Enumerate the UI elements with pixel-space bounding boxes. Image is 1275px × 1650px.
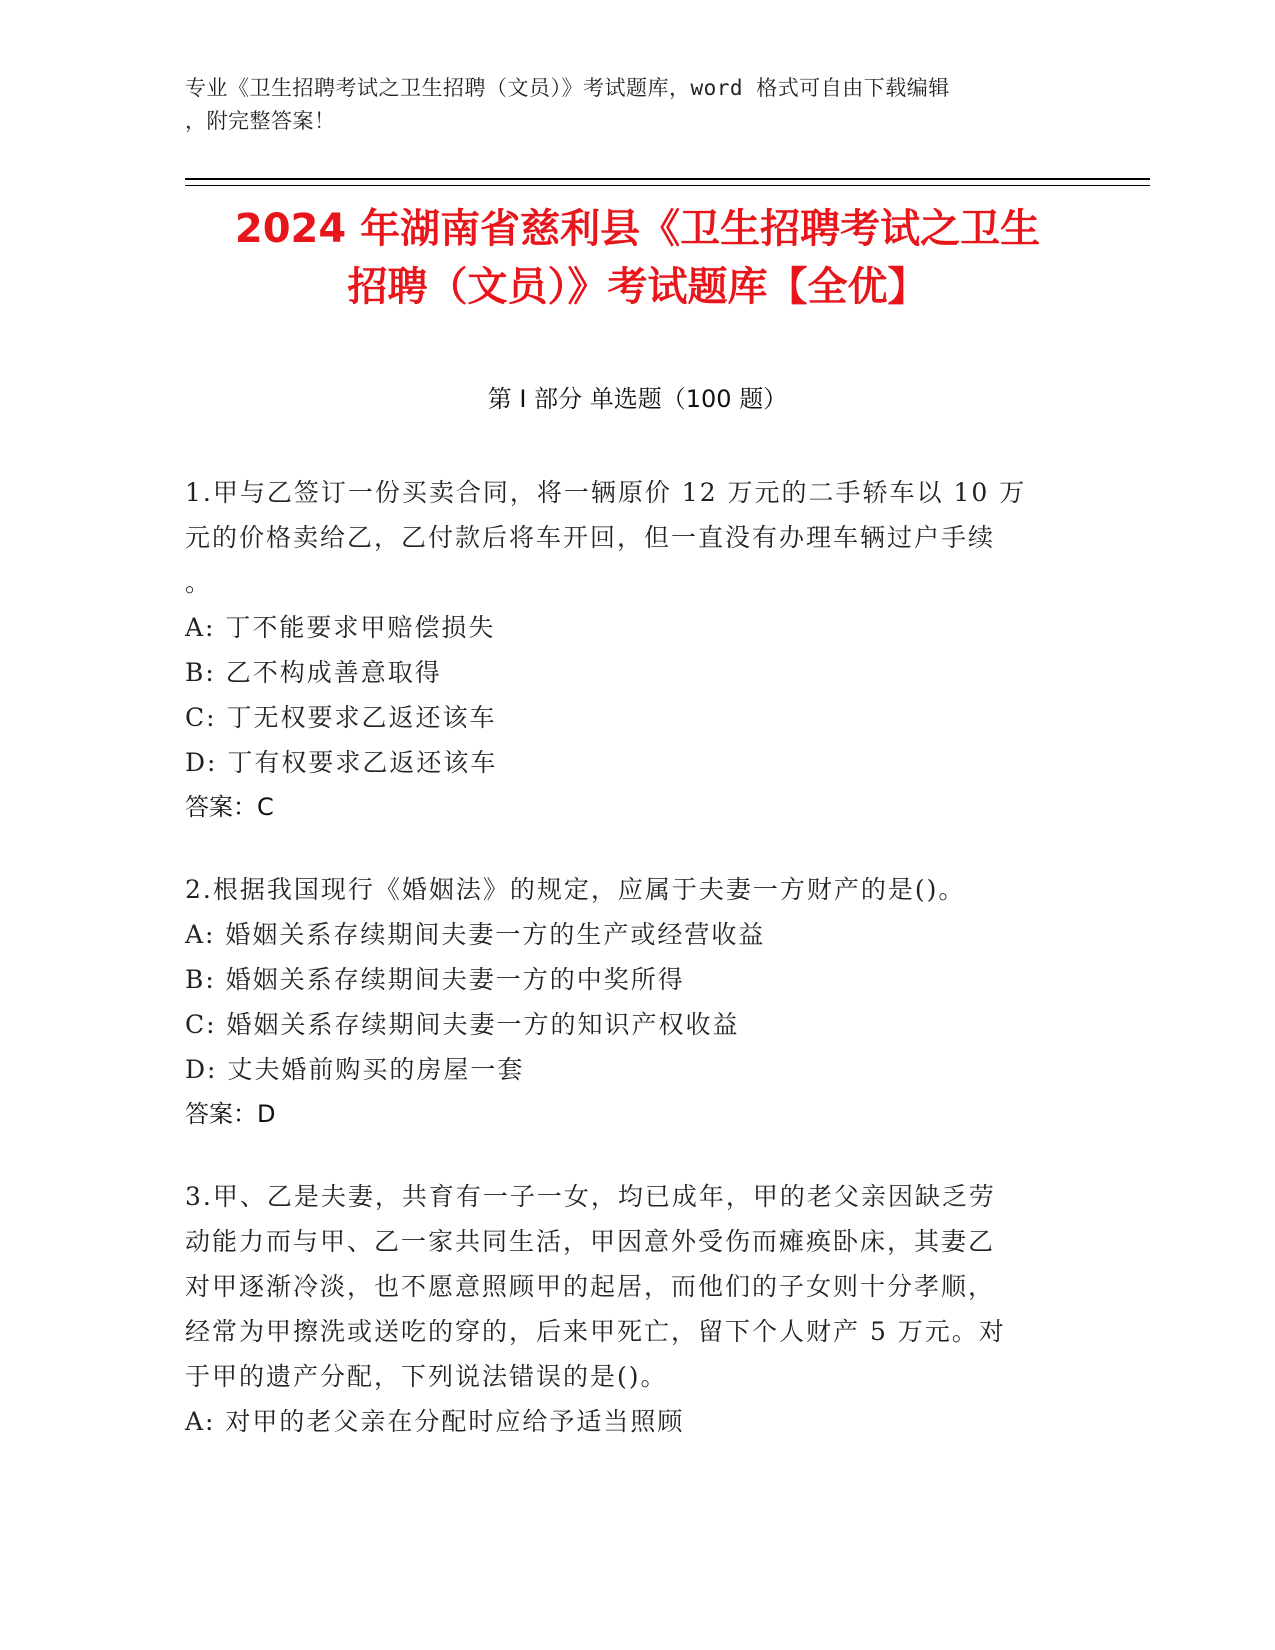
question-stem-line: 元的价格卖给乙，乙付款后将车开回，但一直没有办理车辆过户手续 [185,523,996,552]
question-stem [185,1174,1065,1399]
option-c: C: 婚姻关系存续期间夫妻一方的知识产权收益 [185,1010,740,1039]
header-divider-thin [185,185,1150,186]
header-note-line-2: ，附完整答案！ [185,109,336,133]
question-2 [185,867,1065,1137]
answer: 答案：D [185,1100,276,1128]
section-title: 第 I 部分 单选题（100 题） [487,385,788,413]
question-stem-line: 2.根据我国现行《婚姻法》的规定，应属于夫妻一方财产的是()。 [185,875,966,904]
question-stem-line: 1.甲与乙签订一份买卖合同，将一辆原价 12 万元的二手轿车以 10 万 [185,478,1027,507]
option-a: A: 婚姻关系存续期间夫妻一方的生产或经营收益 [185,920,766,949]
header-note [185,72,1065,138]
question-stem-line: 对甲逐渐冷淡，也不愿意照顾甲的起居，而他们的子女则十分孝顺， [185,1272,996,1301]
question-stem [185,867,1065,912]
question-3 [185,1174,1065,1444]
option-d: D: 丈夫婚前购买的房屋一套 [185,1055,525,1084]
header-divider-thick [185,178,1150,180]
question-stem-line: 经常为甲擦洗或送吃的穿的，后来甲死亡，留下个人财产 5 万元。对 [185,1317,1006,1346]
option-b: B: 婚姻关系存续期间夫妻一方的中奖所得 [185,965,685,994]
question-stem-line: 动能力而与甲、乙一家共同生活，甲因意外受伤而瘫痪卧床，其妻乙 [185,1227,996,1256]
option-a: A: 对甲的老父亲在分配时应给予适当照顾 [185,1407,685,1436]
option-a: A: 丁不能要求甲赔偿损失 [185,613,496,642]
document-title-line-2: 招聘（文员）》考试题库【全优】 [347,264,928,310]
header-note-line-1: 专业《卫生招聘考试之卫生招聘（文员）》考试题库，word 格式可自由下载编辑 [185,76,950,100]
question-stem [185,470,1065,605]
question-stem-line: 于甲的遗产分配，下列说法错误的是()。 [185,1362,668,1391]
question-1 [185,470,1065,830]
document-title-line-1: 2024 年湖南省慈利县《卫生招聘考试之卫生 [234,206,1041,252]
option-c: C: 丁无权要求乙返还该车 [185,703,497,732]
question-stem-line: 。 [185,568,213,597]
option-d: D: 丁有权要求乙返还该车 [185,748,498,777]
answer: 答案：C [185,793,274,821]
document-title [150,200,1125,316]
option-b: B: 乙不构成善意取得 [185,658,442,687]
question-stem-line: 3.甲、乙是夫妻，共育有一子一女，均已成年，甲的老父亲因缺乏劳 [185,1182,996,1211]
question-list [185,470,1065,1481]
